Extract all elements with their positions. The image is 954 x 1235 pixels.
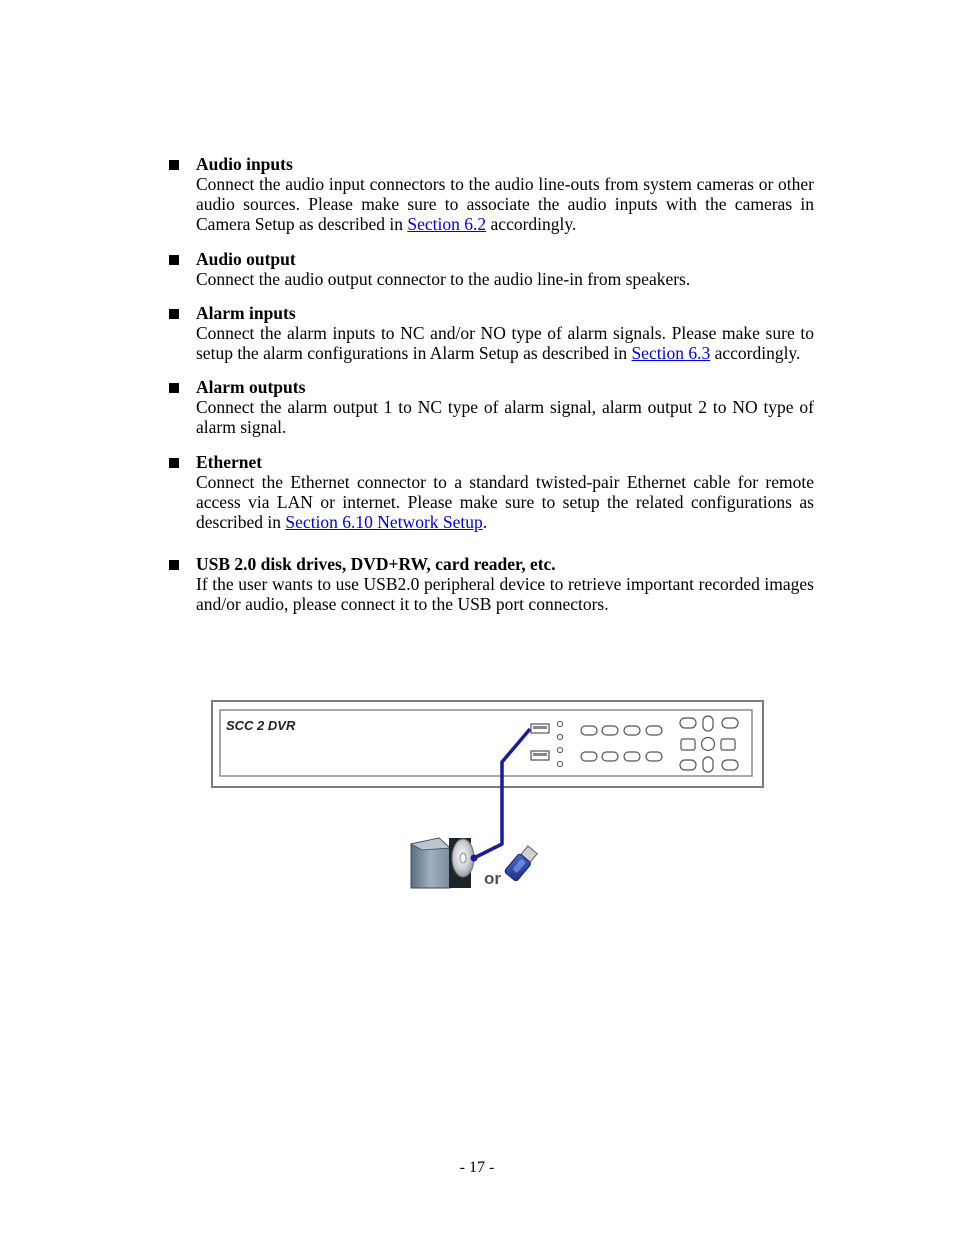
dvr-front-panel — [220, 710, 752, 776]
channel-button-icon — [624, 726, 640, 735]
section-body — [196, 174, 814, 235]
body-text: accordingly. — [486, 214, 577, 235]
section-title: Audio output — [196, 248, 296, 269]
control-button-icon — [680, 760, 696, 770]
body-text: Connect the audio output connector to the audio line-in from speakers. — [196, 268, 691, 289]
section-body — [196, 269, 814, 289]
body-text: If the user wants to use USB2.0 peripheral device to retrieve important recorded images and/or audio, please connect it to the USB port connectors. — [196, 574, 814, 615]
body-text: Connect the alarm inputs to NC and/or NO type of alarm signals. Please make sure to setup the alarm configurations in Alarm Setup as described in — [196, 322, 814, 364]
control-button-icon — [722, 718, 738, 728]
usb-port-contacts — [533, 753, 547, 756]
channel-button-icon — [602, 726, 618, 735]
section-usb — [168, 554, 814, 614]
section-title: Alarm inputs — [196, 302, 296, 323]
square-bullet-icon — [169, 560, 179, 570]
section-body — [196, 397, 814, 437]
usb-connection-diagram — [210, 698, 770, 898]
cable-end-dot — [471, 855, 478, 862]
page-number: - 17 - — [459, 1159, 495, 1176]
body-text: Connect the Ethernet connector to a standard twisted-pair Ethernet cable for remote access via LAN or internet. Please make sure to setup the related configurations as described in — [196, 471, 814, 533]
section-title: USB 2.0 disk drives, DVD+RW, card reader, etc. — [196, 554, 556, 575]
arrow-left-button-icon — [681, 739, 695, 750]
section-title: Alarm outputs — [196, 377, 306, 398]
section-alarm-outputs — [168, 377, 814, 437]
led-indicator-icon — [557, 721, 562, 726]
square-bullet-icon — [169, 458, 179, 468]
dvr-label: SCC 2 DVR — [226, 718, 296, 733]
channel-button-icon — [581, 752, 597, 761]
square-bullet-icon — [169, 383, 179, 393]
arrow-down-button-icon — [703, 757, 713, 772]
enter-button-icon — [702, 738, 715, 751]
led-indicator-icon — [557, 734, 562, 739]
arrow-up-button-icon — [703, 716, 713, 731]
section-audio-output — [168, 249, 814, 289]
disc-hole — [460, 853, 466, 863]
document-body — [168, 154, 814, 629]
channel-button-icon — [646, 752, 662, 761]
link-section-6-3[interactable]: Section 6.3 — [631, 343, 711, 364]
link-section-6-10-network-setup[interactable]: Section 6.10 Network Setup — [285, 512, 483, 533]
led-indicator-icon — [557, 761, 562, 766]
usb-flash-drive-icon — [504, 845, 539, 882]
dvr-unit — [212, 701, 763, 787]
section-alarm-inputs — [168, 303, 814, 363]
square-bullet-icon — [169, 160, 179, 170]
channel-button-icon — [581, 726, 597, 735]
channel-button-icon — [602, 752, 618, 761]
usb-port-contacts — [533, 726, 547, 729]
control-button-icon — [722, 760, 738, 770]
body-text: Connect the audio input connectors to the audio line-outs from system cameras or other audio sources. Please make sure to associate the audio inputs with the cameras in Camera Setup as described in — [196, 174, 814, 235]
section-ethernet — [168, 452, 814, 533]
section-body — [196, 472, 814, 533]
body-text: accordingly. — [710, 343, 801, 364]
or-label: or — [484, 869, 501, 888]
led-indicator-icon — [557, 747, 562, 752]
body-text: Connect the alarm output 1 to NC type of alarm signal, alarm output 2 to NO type of alarm signal. — [196, 397, 814, 438]
body-text: . — [482, 512, 488, 533]
section-title: Audio inputs — [196, 154, 293, 174]
channel-button-icon — [646, 726, 662, 735]
diagram-svg — [210, 698, 770, 898]
section-audio-inputs — [168, 154, 814, 235]
channel-button-icon — [624, 752, 640, 761]
section-title: Ethernet — [196, 451, 263, 472]
arrow-right-button-icon — [721, 739, 735, 750]
link-section-6-2[interactable]: Section 6.2 — [407, 214, 487, 235]
section-body — [196, 323, 814, 363]
dvd-drive-icon — [411, 838, 474, 888]
square-bullet-icon — [169, 255, 179, 265]
section-body — [196, 574, 814, 614]
square-bullet-icon — [169, 309, 179, 319]
control-button-icon — [680, 718, 696, 728]
